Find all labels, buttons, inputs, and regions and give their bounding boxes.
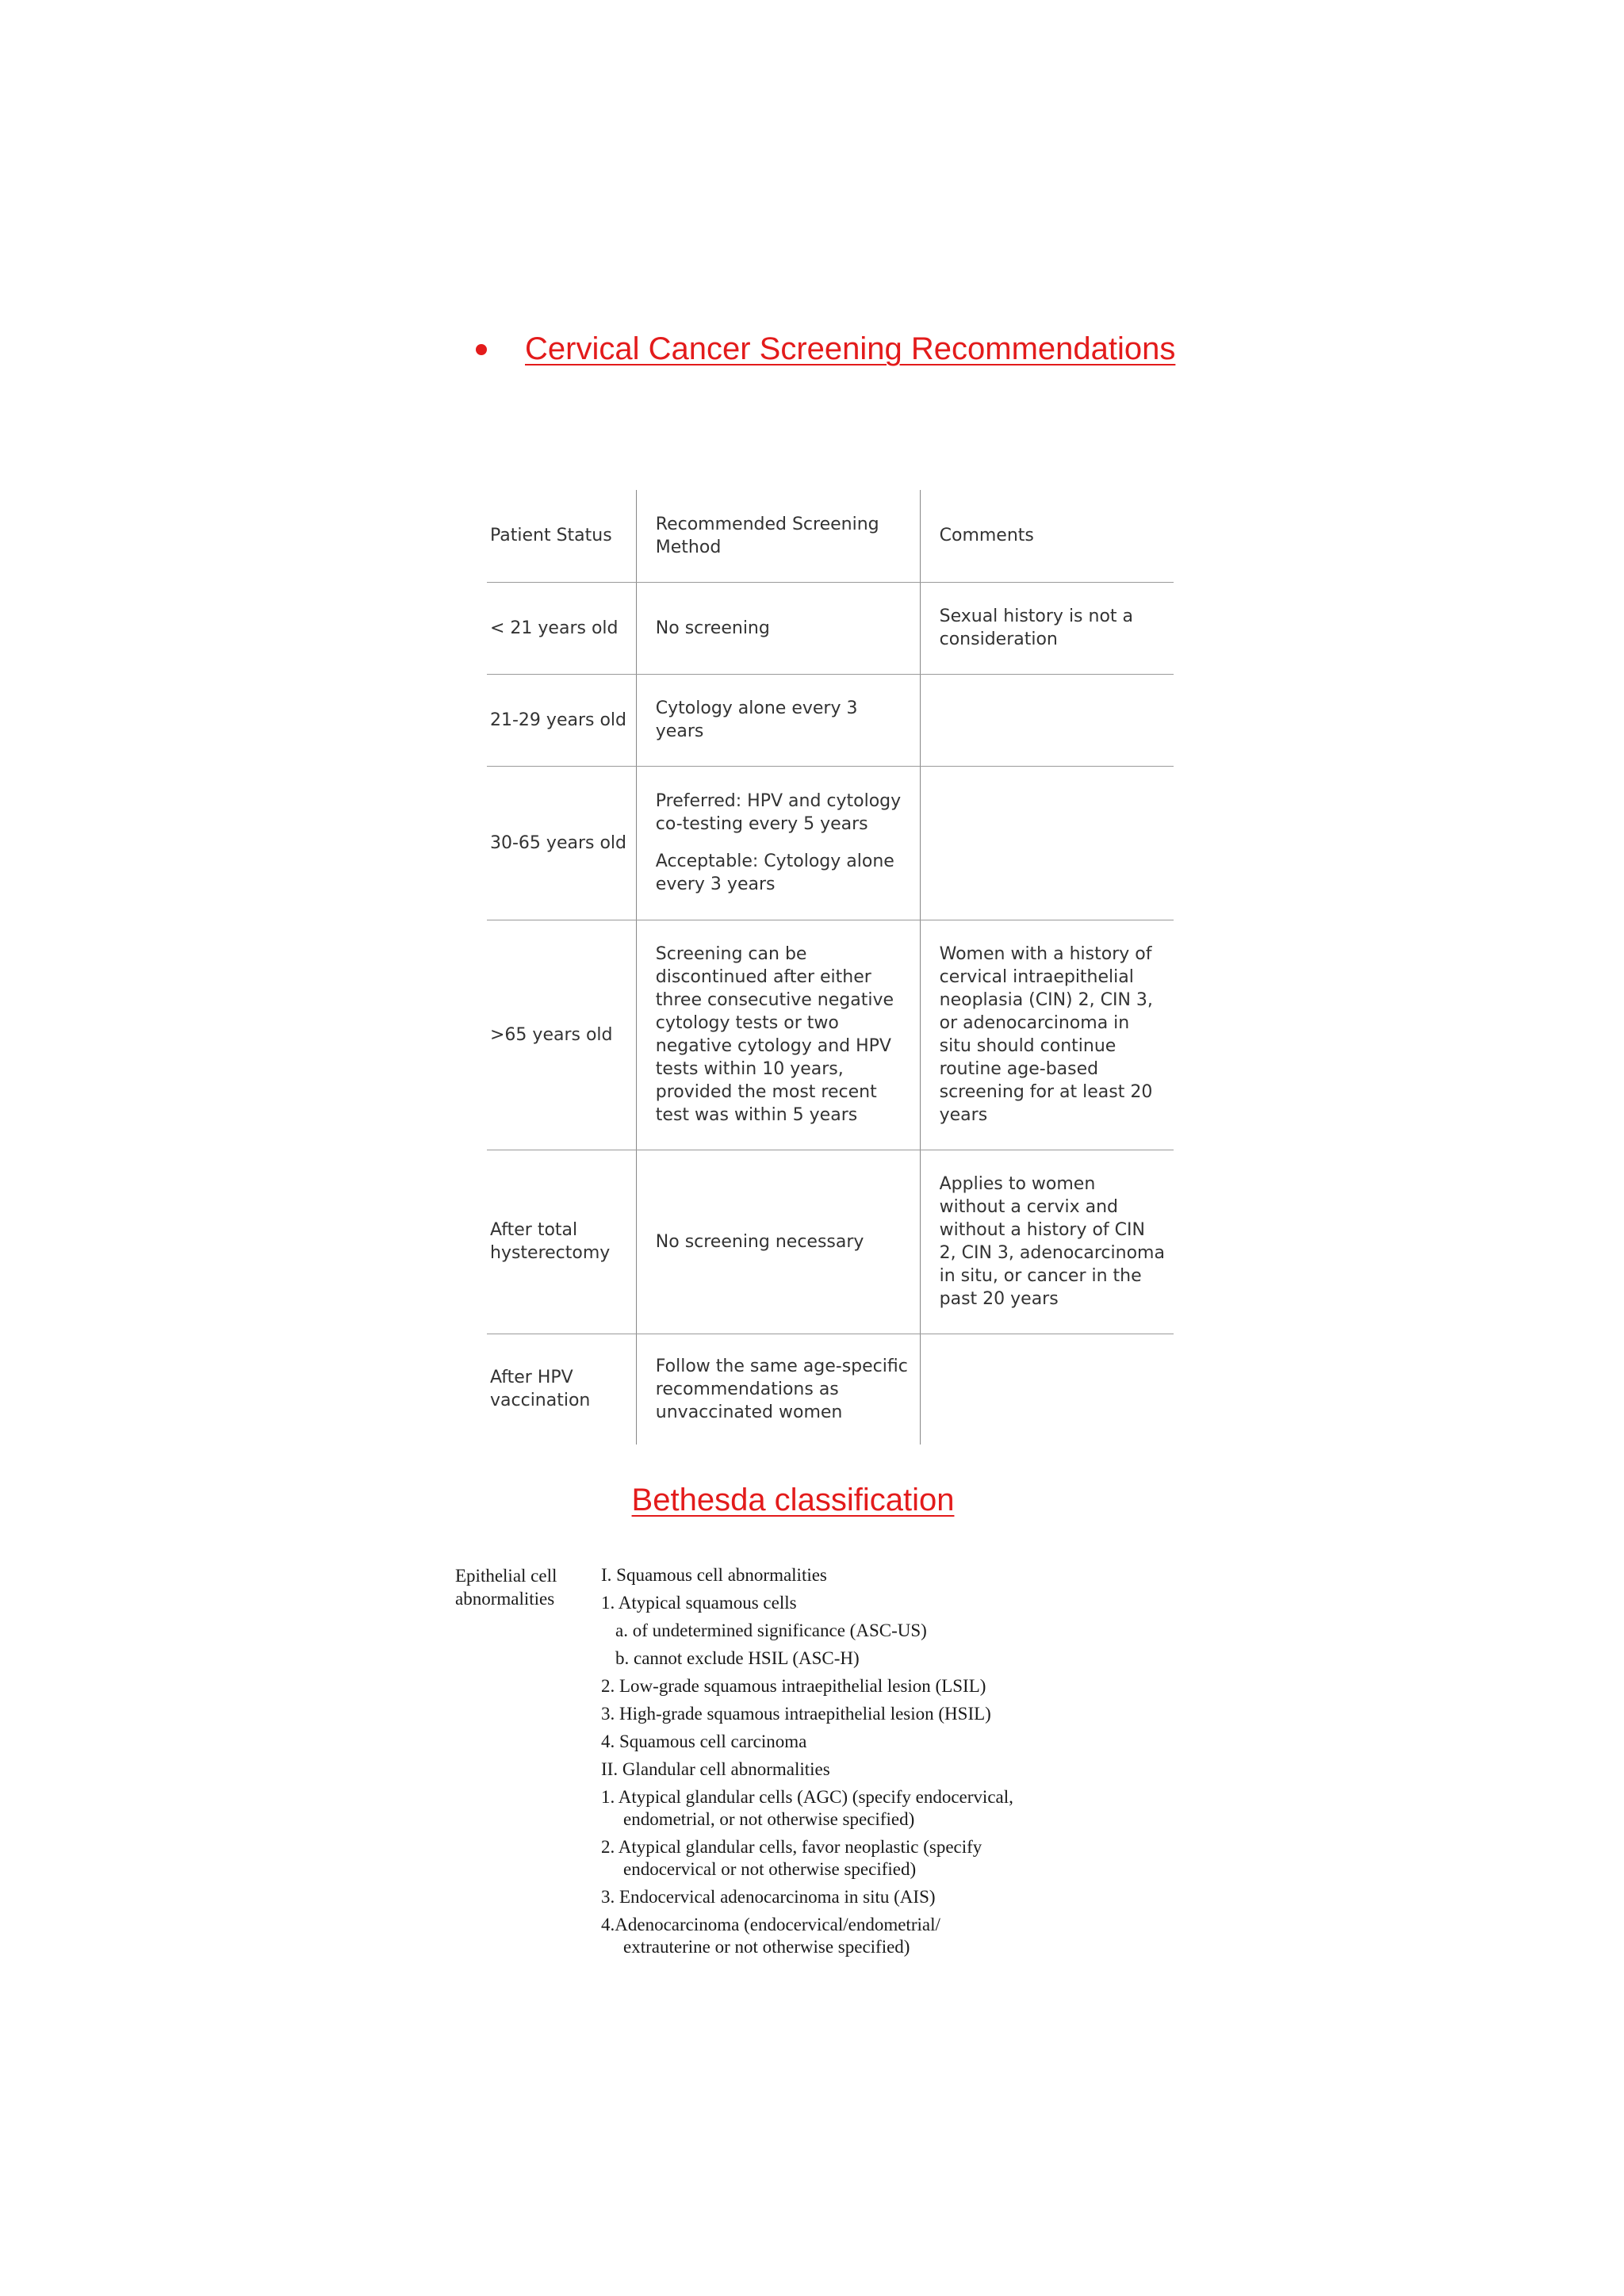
header-comments: Comments [920, 490, 1174, 582]
table-row [487, 766, 1174, 920]
row-comments [920, 766, 1174, 920]
method-text: Follow the same age-specific recommendations as unvaccinated women [655, 1356, 908, 1422]
header-patient-status: Patient Status [487, 490, 636, 582]
list-item: 1. Atypical squamous cells [601, 1593, 797, 1613]
row-method [636, 674, 920, 766]
row-status: After total hysterectomy [487, 1150, 636, 1334]
row-comments: Applies to women without a cervix and without a history of CIN 2, CIN 3, adenocarcinoma in situ, or cancer in the past 20 years [920, 1150, 1174, 1334]
row-comments: Women with a history of cervical intraepithelial neoplasia (CIN) 2, CIN 3, or adenocarcinoma in situ should continue routine age-based screening for at least 20 years [920, 920, 1174, 1150]
row-method [636, 582, 920, 674]
method-text: No screening necessary [655, 1231, 864, 1252]
row-method [636, 1334, 920, 1445]
header-screening-method: Recommended Screening Method [636, 490, 920, 582]
table-row [487, 1150, 1174, 1334]
page-title-link[interactable]: Cervical Cancer Screening Recommendations [525, 331, 1176, 366]
list-item: I. Squamous cell abnormalities [601, 1565, 827, 1585]
bullet-icon [476, 344, 487, 355]
list-item: a. of undetermined significance (ASC-US) [615, 1621, 927, 1640]
list-item: 2. Low-grade squamous intraepithelial lesion (LSIL) [601, 1676, 986, 1696]
list-item: 4.Adenocarcinoma (endocervical/endometrial/ extrauterine or not otherwise specified) [601, 1915, 940, 1957]
row-status: 21-29 years old [487, 674, 636, 766]
row-status: < 21 years old [487, 582, 636, 674]
method-text: Cytology alone every 3 years [655, 698, 858, 741]
bethesda-category-label: Epithelial cell abnormalities [455, 1566, 557, 1609]
list-item: 4. Squamous cell carcinoma [601, 1732, 807, 1751]
list-item: II. Glandular cell abnormalities [601, 1759, 830, 1779]
row-method [636, 766, 920, 920]
heading-row [476, 331, 1175, 367]
list-item: 2. Atypical glandular cells, favor neoplastic (specify endocervical or not otherwise specified) [601, 1837, 982, 1879]
table-row [487, 674, 1174, 766]
bethesda-list [601, 1564, 1013, 1964]
table-row [487, 582, 1174, 674]
method-text-acceptable: Acceptable: Cytology alone every 3 years [655, 851, 894, 894]
table-row [487, 920, 1174, 1150]
screening-table [487, 490, 1174, 1445]
row-status: 30-65 years old [487, 766, 636, 920]
table-row [487, 1334, 1174, 1445]
bethesda-heading[interactable] [0, 1483, 1624, 1518]
row-status: After HPV vaccination [487, 1334, 636, 1445]
list-item: b. cannot exclude HSIL (ASC-H) [615, 1648, 860, 1668]
row-comments [920, 674, 1174, 766]
method-text-preferred: Preferred: HPV and cytology co-testing every 5 years [655, 791, 902, 834]
list-item: 1. Atypical glandular cells (AGC) (specify endocervical, endometrial, or not otherwise specified) [601, 1787, 1013, 1829]
table-header-row [487, 490, 1174, 582]
row-status: >65 years old [487, 920, 636, 1150]
list-item: 3. Endocervical adenocarcinoma in situ (AIS) [601, 1887, 936, 1907]
bethesda-heading-link[interactable]: Bethesda classification [631, 1483, 955, 1517]
row-method [636, 1150, 920, 1334]
row-method [636, 920, 920, 1150]
row-comments [920, 1334, 1174, 1445]
list-item: 3. High-grade squamous intraepithelial lesion (HSIL) [601, 1704, 991, 1724]
method-text: No screening [655, 618, 770, 638]
method-text: Screening can be discontinued after either three consecutive negative cytology tests or two negative cytology and HPV tests within 10 years, provided the most recent test was within 5 years [655, 944, 894, 1125]
row-comments: Sexual history is not a consideration [920, 582, 1174, 674]
